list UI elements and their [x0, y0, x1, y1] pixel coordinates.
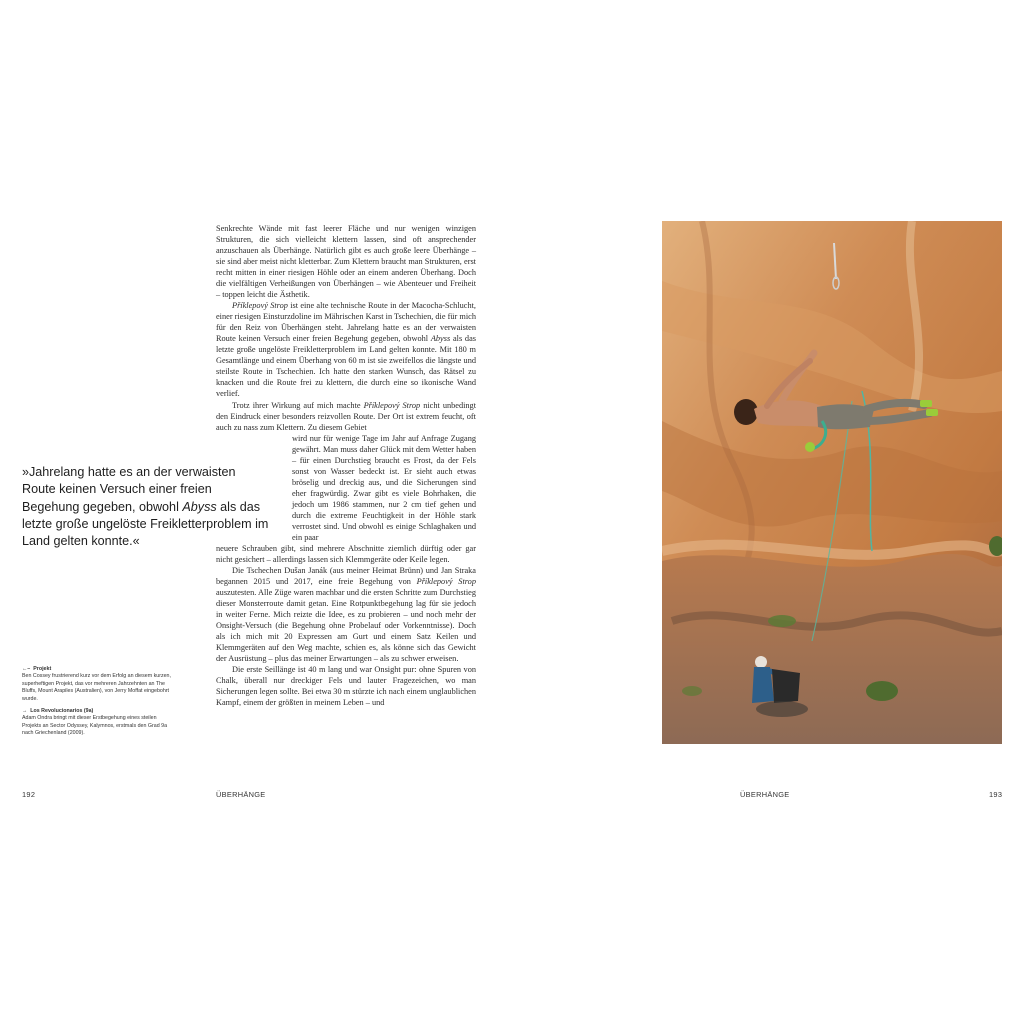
arrow-left-icon: ←– [22, 666, 31, 672]
photo-captions [22, 666, 172, 743]
arrow-right-icon: → [22, 708, 28, 715]
climbing-photo-illustration [662, 221, 1002, 744]
caption-text-los-revolucionarios: Adam Ondra bringt mit dieser Erstbegehung eines steilen Projekts an Sector Odyssey, Kalymnos, erstmals den Grad 9a nach Griechenland (2009). [22, 715, 168, 737]
caption-title-los-revolucionarios: → Los Revolucionarios (9a) [22, 708, 94, 715]
climbing-photo [662, 221, 1002, 744]
paragraph-4: Die Tschechen Dušan Janák (aus meiner Heimat Brünn) und Jan Straka begannen 2015 und 2017, eine freie Begehung von Příklepový Strop auszutesten. Alle Züge waren machbar und die ersten Schritte zum Durchstieg dieser Monsterroute damit getan. Eine Rotpunktbegehung lag für sie jedoch in weiter Ferne. Mich reizte die Idee, es zu probieren – und noch mehr der Onsight-Versuch (die Begehung ohne Probelauf oder Vorkenntnisse). Doch als ich mich mit 20 Expressen am Gurt und einem Satz Keilen und Klemmgeräten auf den Weg machte, schien es, als könne sich das Gewicht der Ausrüstung – plus das meiner Erwartungen – als zu schwer erweisen. [216, 565, 476, 664]
running-head-right: ÜBERHÄNGE [740, 790, 790, 799]
paragraph-3-tail: neuere Schrauben gibt, sind mehrere Abschnitte ziemlich dürftig oder gar nicht gesichert – allerdings lassen sich Klemmgeräte oder Keile legen. [216, 543, 476, 564]
paragraph-2: Příklepový Strop ist eine alte technische Route in der Macocha-Schlucht, einer riesigen Einsturzdoline im Mährischen Karst in Tschechien, die für mich für den Reiz von Überhängen steht. Jahrelang hatte es an der verwaisten Route keinen Versuch einer freien Begehung gegeben, obwohl Abyss als das letzte große ungelöste Freikletterproblem im Land gelten konnte. Mit 180 m Gesamtlänge und einem Überhang von 60 m ist sie zweifellos die längste und steilste Route in Tschechien. Ich hatte den starken Wunsch, das Rätsel zu knacken und die Route frei zu klettern, die durch eine so ikonische Wand verlief. [216, 301, 476, 399]
body-text-column [216, 223, 476, 708]
page-number-left: 192 [22, 790, 36, 799]
running-head-left: ÜBERHÄNGE [216, 790, 266, 799]
pull-quote-text: »Jahrelang hatte es an der verwaisten Route keinen Versuch einer freien Begehung gegeben, obwohl Abyss als das letzte große ungelöste Freikletterproblem im Land gelten konnte.« [22, 465, 269, 549]
paragraph-5: Die erste Seillänge ist 40 m lang und war Onsight pur: ohne Spuren von Chalk, überall nur dreckiger Fels und lauter Fragezeichen, wo man Sicherungen legen sollte. Bei etwa 30 m stürzte ich nach einem unglaublichen Kampf, einem der größten in meinem Leben – und [216, 665, 476, 708]
paragraph-1: Senkrechte Wände mit fast leerer Fläche und nur wenigen winzigen Strukturen, die sich vielleicht klettern lassen, sind oft ansprechender anzuschauen als Überhänge. Natürlich gibt es auch große leere Überhänge – sie sind aber meist nicht kletterbar. Zum Klettern braucht man Strukturen, erst recht mitten in einer riesigen Höhle oder an einem anderen Überhang. Doch die vielfältigen Verheißungen von Überhängen – wie Abenteuer und Freiheit – toppen leicht die Ästhetik. [216, 224, 476, 300]
paragraph-3: Trotz ihrer Wirkung auf mich machte Příklepový Strop nicht unbedingt den Eindruck einer besonders reizvollen Route. Der Ort ist extrem feucht, oft auch zu nass zum Klettern. Zu diesem Gebiet [216, 400, 477, 432]
paragraph-3-wrapped: wird nur für wenige Tage im Jahr auf Anfrage Zugang gewährt. Man muss daher Glück mit dem Wetter haben – für einen Durchstieg braucht es Frost, da der Fels sonst von Wasser bedeckt ist. Er sieht auch etwas bröselig und dreckig aus, und die Sicherungen sind eher fragwürdig. Zwar gibt es viele Bohrhaken, die jedoch um 1986 stammen, nur 2 cm tief gehen und durch die extreme Feuchtigkeit in der Höhle stark verrostet sind. Und obwohl es einige Schlaghaken und ein paar [292, 433, 476, 542]
page-number-right: 193 [989, 790, 1003, 799]
caption-text-projekt: Ben Cossey frustrierend kurz vor dem Erfolg an diesem kurzen, superheftigen Projekt, das vor mehreren Jahrzehnten an The Bluffs, Mount Arapiles (Australien), von Jerry Moffat eingebohrt wurde. [22, 673, 171, 702]
caption-title-projekt: ←– Projekt [22, 666, 52, 672]
